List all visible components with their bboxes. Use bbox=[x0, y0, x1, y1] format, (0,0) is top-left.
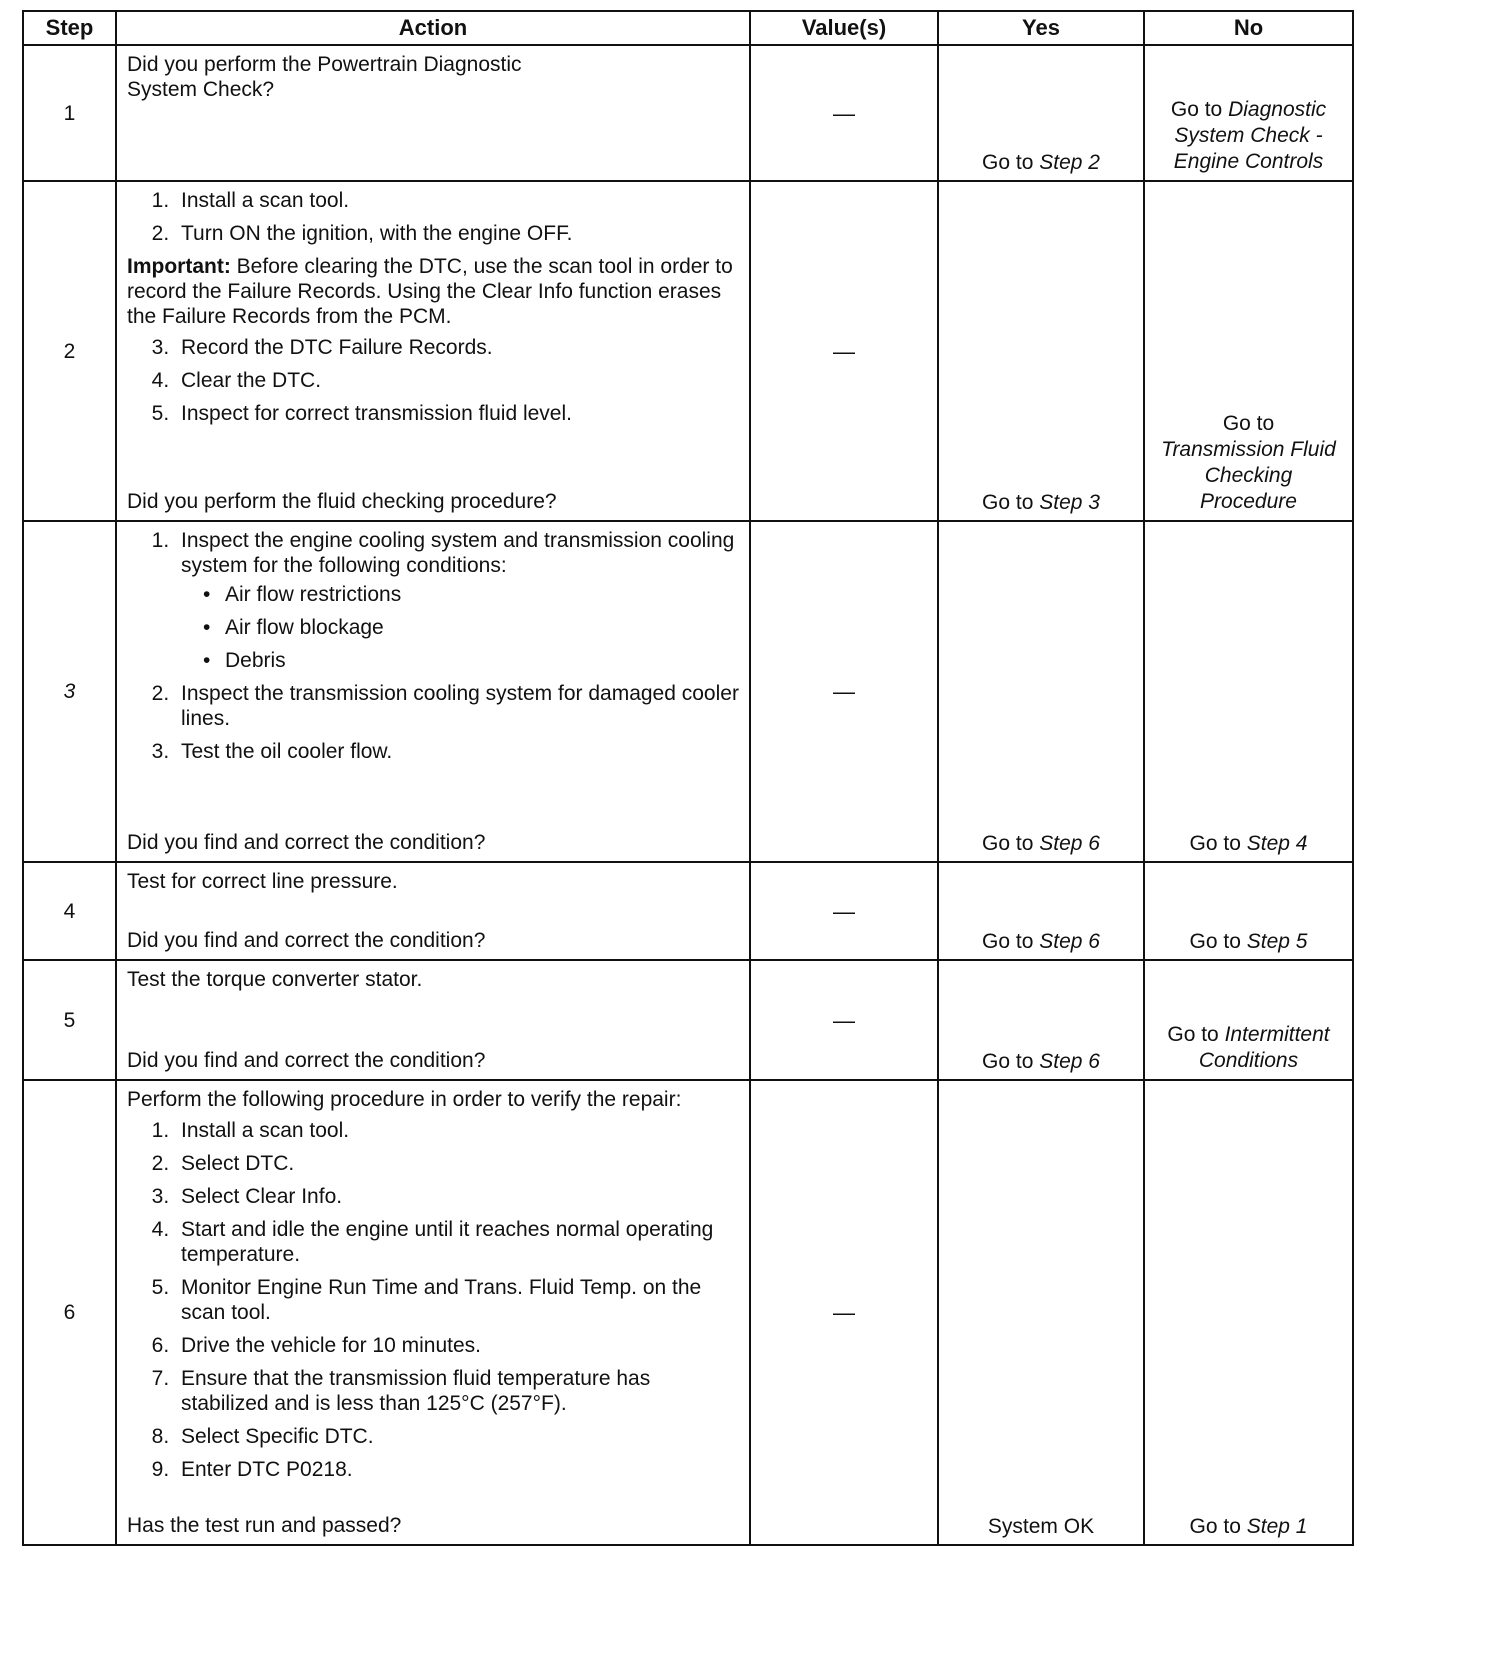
step-number: 4 bbox=[23, 862, 116, 960]
action-list-b bbox=[127, 335, 739, 426]
procedure-item: 3. Select Clear Info. bbox=[175, 1184, 739, 1209]
condition-item: • Debris bbox=[219, 648, 739, 673]
yes-cell bbox=[938, 521, 1144, 862]
action-list bbox=[127, 528, 739, 764]
procedure-list bbox=[127, 1118, 739, 1482]
important-text: Before clearing the DTC, use the scan tool in order to record the Failure Records. Using the Clear Info function erases the Failure Records from the PCM. bbox=[127, 255, 733, 328]
yes-prefix: Go to bbox=[982, 930, 1034, 953]
no-link[interactable]: Step 1 bbox=[1246, 1515, 1308, 1538]
yes-link[interactable]: Step 3 bbox=[1039, 491, 1100, 514]
yes-link[interactable]: Step 6 bbox=[1039, 1050, 1100, 1073]
value-cell: — bbox=[750, 521, 938, 862]
important-label: Important: bbox=[127, 255, 231, 278]
yes-cell bbox=[938, 1080, 1144, 1545]
action-list-a bbox=[127, 188, 739, 246]
header-action: Action bbox=[116, 11, 750, 45]
action-item bbox=[175, 528, 739, 673]
condition-item: • Air flow blockage bbox=[219, 615, 739, 640]
action-cell bbox=[116, 181, 750, 521]
step-number: 2 bbox=[23, 181, 116, 521]
action-item: 4. Clear the DTC. bbox=[175, 368, 739, 393]
procedure-item: 1. Install a scan tool. bbox=[175, 1118, 739, 1143]
no-link[interactable]: Step 5 bbox=[1246, 930, 1308, 953]
action-item: 2. Turn ON the ignition, with the engine OFF. bbox=[175, 221, 739, 246]
action-question: Has the test run and passed? bbox=[127, 1514, 402, 1537]
action-question: Did you perform the Powertrain Diagnostic System Check? bbox=[127, 53, 522, 101]
no-cell bbox=[1144, 960, 1353, 1080]
step-number: 6 bbox=[23, 1080, 116, 1545]
action-cell bbox=[116, 960, 750, 1080]
yes-link[interactable]: Step 2 bbox=[1039, 151, 1100, 174]
procedure-item: 5. Monitor Engine Run Time and Trans. Fluid Temp. on the scan tool. bbox=[175, 1275, 739, 1325]
action-item-text: Inspect the engine cooling system and transmission cooling system for the following conditions: bbox=[181, 529, 735, 577]
action-intro: Perform the following procedure in order to verify the repair: bbox=[127, 1088, 682, 1111]
action-cell bbox=[116, 1080, 750, 1545]
no-prefix: Go to bbox=[1170, 98, 1223, 121]
step-number: 5 bbox=[23, 960, 116, 1080]
step-row-3 bbox=[23, 521, 1353, 862]
no-prefix: Go to bbox=[1189, 1515, 1241, 1538]
header-values: Value(s) bbox=[750, 11, 938, 45]
no-prefix: Go to bbox=[1167, 1023, 1219, 1046]
procedure-item: 2. Select DTC. bbox=[175, 1151, 739, 1176]
value-cell: — bbox=[750, 960, 938, 1080]
action-intro: Test the torque converter stator. bbox=[127, 968, 423, 991]
no-link[interactable]: Transmission Fluid Checking Procedure bbox=[1161, 438, 1336, 513]
action-item: 2. Inspect the transmission cooling system for damaged cooler lines. bbox=[175, 681, 739, 731]
action-intro: Test for correct line pressure. bbox=[127, 870, 398, 893]
yes-cell bbox=[938, 181, 1144, 521]
no-link[interactable]: Diagnostic System Check - Engine Controls bbox=[1173, 98, 1327, 173]
procedure-item: 4. Start and idle the engine until it reaches normal operating temperature. bbox=[175, 1217, 739, 1267]
condition-list bbox=[181, 582, 739, 673]
action-question: Did you find and correct the condition? bbox=[127, 831, 486, 854]
yes-link[interactable]: Step 6 bbox=[1039, 930, 1100, 953]
procedure-item: 8. Select Specific DTC. bbox=[175, 1424, 739, 1449]
no-cell bbox=[1144, 181, 1353, 521]
yes-text: System OK bbox=[987, 1515, 1095, 1538]
yes-cell bbox=[938, 862, 1144, 960]
no-prefix: Go to bbox=[1189, 930, 1241, 953]
no-prefix: Go to bbox=[1222, 412, 1275, 435]
no-cell bbox=[1144, 1080, 1353, 1545]
value-cell: — bbox=[750, 1080, 938, 1545]
action-item: 3. Test the oil cooler flow. bbox=[175, 739, 739, 764]
no-cell bbox=[1144, 521, 1353, 862]
value-cell: — bbox=[750, 45, 938, 181]
value-cell: — bbox=[750, 862, 938, 960]
step-row-5 bbox=[23, 960, 1353, 1080]
no-prefix: Go to bbox=[1189, 832, 1241, 855]
yes-cell bbox=[938, 960, 1144, 1080]
step-row-2 bbox=[23, 181, 1353, 521]
action-cell bbox=[116, 862, 750, 960]
action-question: Did you find and correct the condition? bbox=[127, 929, 486, 952]
action-item: 3. Record the DTC Failure Records. bbox=[175, 335, 739, 360]
no-cell bbox=[1144, 862, 1353, 960]
header-row bbox=[23, 11, 1353, 45]
no-link[interactable]: Step 4 bbox=[1246, 832, 1308, 855]
no-cell bbox=[1144, 45, 1353, 181]
step-row-1 bbox=[23, 45, 1353, 181]
yes-prefix: Go to bbox=[982, 1050, 1034, 1073]
yes-link[interactable]: Step 6 bbox=[1039, 832, 1100, 855]
action-question: Did you perform the fluid checking procedure? bbox=[127, 490, 557, 513]
action-question: Did you find and correct the condition? bbox=[127, 1049, 486, 1072]
yes-cell bbox=[938, 45, 1144, 181]
no-link[interactable]: Intermittent Conditions bbox=[1198, 1023, 1330, 1072]
value-cell: — bbox=[750, 181, 938, 521]
action-cell bbox=[116, 521, 750, 862]
header-no: No bbox=[1144, 11, 1353, 45]
yes-prefix: Go to bbox=[982, 151, 1034, 174]
procedure-item: 9. Enter DTC P0218. bbox=[175, 1457, 739, 1482]
important-note bbox=[127, 254, 739, 329]
step-number: 3 bbox=[23, 521, 116, 862]
step-row-4 bbox=[23, 862, 1353, 960]
diagnostic-table bbox=[22, 10, 1354, 1546]
action-cell bbox=[116, 45, 750, 181]
procedure-item: 6. Drive the vehicle for 10 minutes. bbox=[175, 1333, 739, 1358]
step-number: 1 bbox=[23, 45, 116, 181]
yes-prefix: Go to bbox=[982, 491, 1034, 514]
header-yes: Yes bbox=[938, 11, 1144, 45]
action-item: 1. Install a scan tool. bbox=[175, 188, 739, 213]
procedure-item: 7. Ensure that the transmission fluid temperature has stabilized and is less than 125°C (257°F). bbox=[175, 1366, 739, 1416]
step-row-6 bbox=[23, 1080, 1353, 1545]
header-step: Step bbox=[23, 11, 116, 45]
condition-item: • Air flow restrictions bbox=[219, 582, 739, 607]
action-item: 5. Inspect for correct transmission fluid level. bbox=[175, 401, 739, 426]
yes-prefix: Go to bbox=[982, 832, 1034, 855]
